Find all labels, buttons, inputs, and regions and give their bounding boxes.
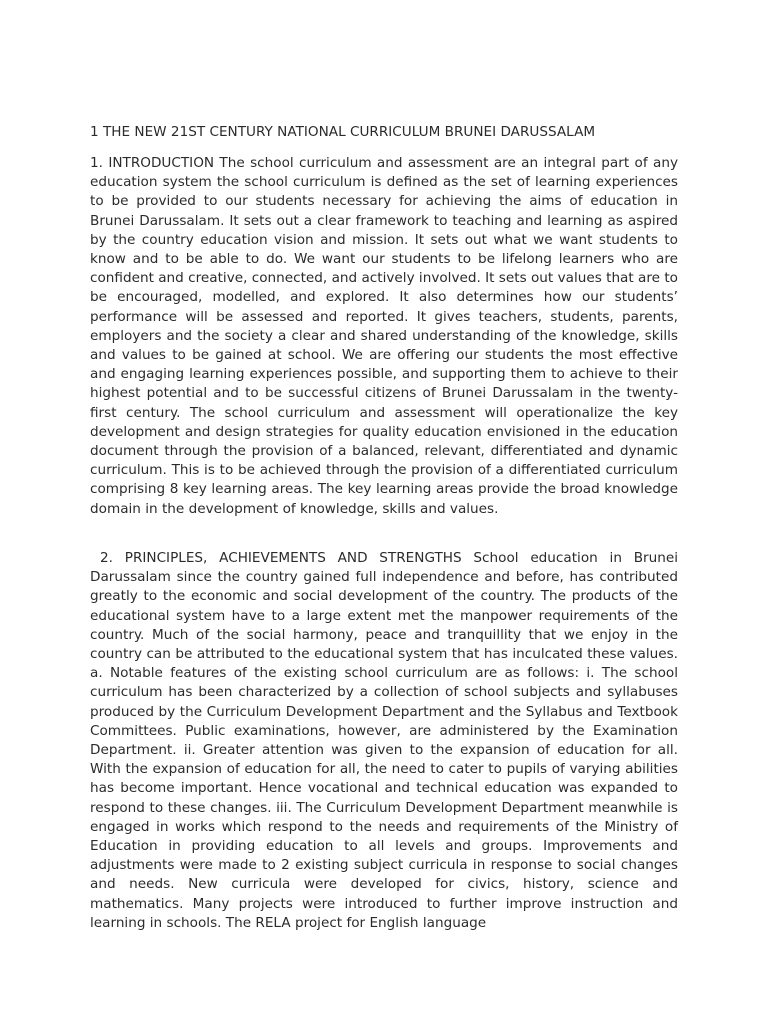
paragraph-introduction: 1. INTRODUCTION The school curriculum and assessment are an integral part of any education system the school curriculum is defined as the set of learning experiences to be provided to our students necessary for achieving the aims of education in Brunei Darussalam. It sets out a clear framework to teaching and learning as aspired by the country education vision and mission. It sets out what we want students to know and to be able to do. We want our students to be lifelong learners who are confident and creative, connected, and actively involved. It sets out values that are to be encouraged, modelled, and explored. It also determines how our students’ performance will be assessed and reported. It gives teachers, students, parents, employers and the society a clear and shared understanding of the knowledge, skills and values to be gained at school. We are offering our students the most effective and engaging learning experiences possible, and supporting them to achieve to their highest potential and to be successful citizens of Brunei Darussalam in the twenty-first century. The school curriculum and assessment will operationalize the key development and design strategies for quality education envisioned in the education document through the provision of a balanced, relevant, differentiated and dynamic curriculum. This is to be achieved through the provision of a differentiated curriculum comprising 8 key learning areas. The key learning areas provide the broad knowledge domain in the development of knowledge, skills and values. <box>90 155 678 517</box>
paragraph-principles: 2. PRINCIPLES, ACHIEVEMENTS AND STRENGTHS School education in Brunei Darussalam since the country gained full independence and before, has contributed greatly to the economic and social development of the country. The products of the educational system have to a large extent met the manpower requirements of the country. Much of the social harmony, peace and tranquillity that we enjoy in the country can be attributed to the educational system that has inculcated these values. a. Notable features of the existing school curriculum are as follows: i. The school curriculum has been characterized by a collection of school subjects and syllabuses produced by the Curriculum Development Department and the Syllabus and Textbook Committees. Public examinations, however, are administered by the Examination Department. ii. Greater attention was given to the expansion of education for all. With the expansion of education for all, the need to cater to pupils of varying abilities has become important. Hence vocational and technical education was expanded to respond to these changes. iii. The Curriculum Development Department meanwhile is engaged in works which respond to the needs and requirements of the Ministry of Education in providing education to all levels and groups. Improvements and adjustments were made to 2 existing subject curricula in response to social changes and needs. New curricula were developed for civics, history, science and mathematics. Many projects were introduced to further improve instruction and learning in schools. The RELA project for English language <box>90 550 678 931</box>
document-title: 1 THE NEW 21ST CENTURY NATIONAL CURRICULUM BRUNEI DARUSSALAM <box>90 124 596 140</box>
